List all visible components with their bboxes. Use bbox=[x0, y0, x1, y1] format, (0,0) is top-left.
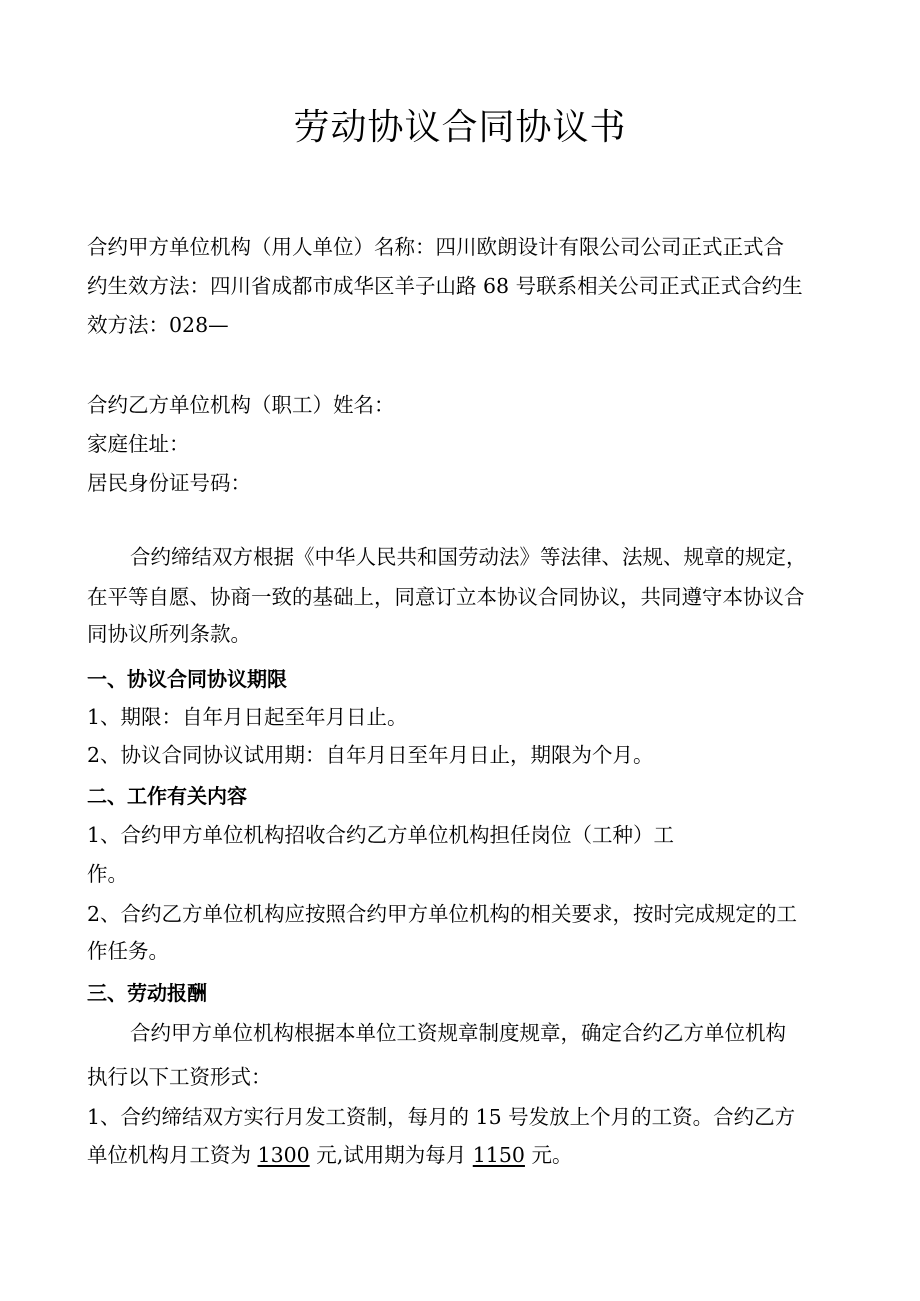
section-2-heading: 二、工作有关内容 bbox=[87, 784, 247, 808]
section-1-heading: 一、协议合同协议期限 bbox=[87, 667, 287, 691]
salary-text-middle: 元,试用期为每月 bbox=[309, 1143, 473, 1167]
party-b-name-label: 合约乙方单位机构（职工）姓名： bbox=[87, 393, 395, 417]
section-1-item-2: 2、协议合同协议试用期：自年月日至年月日止，期限为个月。 bbox=[87, 743, 654, 767]
section-3-item-1-line-2 bbox=[87, 1141, 572, 1169]
section-3-intro-line-2: 执行以下工资形式： bbox=[87, 1065, 272, 1089]
salary-text-prefix: 单位机构月工资为 bbox=[87, 1143, 258, 1167]
document-title: 劳动协议合同协议书 bbox=[293, 107, 627, 148]
section-2-item-1-line-2: 作。 bbox=[87, 862, 128, 886]
section-1-item-1: 1、期限：自年月日起至年月日止。 bbox=[87, 705, 408, 729]
party-a-line-2: 约生效方法：四川省成都市成华区羊子山路 68 号联系相关公司正式正式合约生 bbox=[87, 274, 803, 298]
section-3-heading: 三、劳动报酬 bbox=[87, 981, 207, 1005]
section-3-intro-line-1: 合约甲方单位机构根据本单位工资规章制度规章，确定合约乙方单位机构 bbox=[130, 1021, 786, 1045]
party-b-id-label: 居民身份证号码： bbox=[87, 471, 251, 495]
salary-text-suffix: 元。 bbox=[524, 1143, 573, 1167]
section-3-item-1-line-1: 1、合约缔结双方实行月发工资制，每月的 15 号发放上个月的工资。合约乙方 bbox=[87, 1105, 796, 1129]
section-2-item-2-line-1: 2、合约乙方单位机构应按照合约甲方单位机构的相关要求，按时完成规定的工 bbox=[87, 902, 798, 926]
party-b-address-label: 家庭住址： bbox=[87, 432, 190, 456]
party-a-line-1: 合约甲方单位机构（用人单位）名称：四川欧朗设计有限公司公司正式正式合 bbox=[87, 235, 784, 259]
probation-salary-value: 1150 bbox=[472, 1143, 525, 1167]
monthly-salary-value: 1300 bbox=[257, 1143, 310, 1167]
preamble-line-2: 在平等自愿、协商一致的基础上，同意订立本协议合同协议，共同遵守本协议合 bbox=[87, 585, 805, 609]
section-2-item-2-line-2: 作任务。 bbox=[87, 939, 169, 963]
preamble-line-3: 同协议所列条款。 bbox=[87, 622, 251, 646]
preamble-line-1: 合约缔结双方根据《中华人民共和国劳动法》等法律、法规、规章的规定， bbox=[130, 545, 807, 569]
section-2-item-1-line-1: 1、合约甲方单位机构招收合约乙方单位机构担任岗位（工种）工 bbox=[87, 823, 675, 847]
party-a-line-3: 效方法：028— bbox=[87, 313, 229, 337]
